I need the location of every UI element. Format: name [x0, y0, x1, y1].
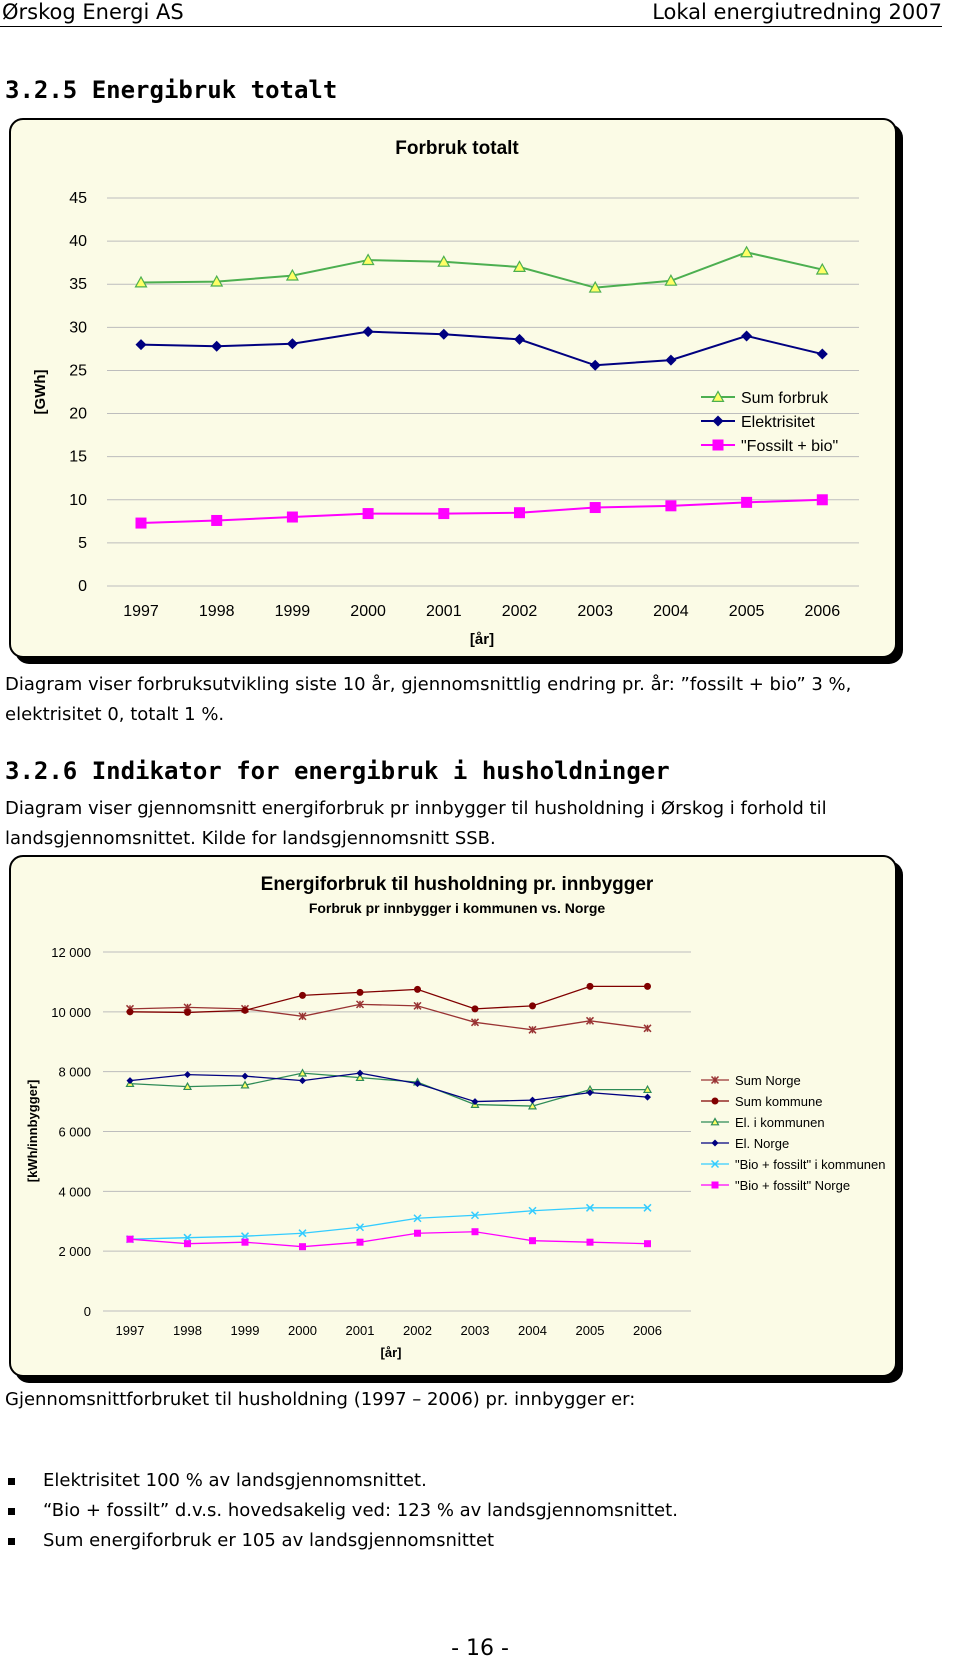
data-point	[741, 247, 752, 257]
data-point	[287, 338, 298, 349]
chart-energiforbruk-husholdning	[11, 857, 895, 1375]
data-point	[529, 1097, 536, 1104]
y-tick-label: 20	[69, 405, 87, 423]
y-tick-label: 0	[83, 1304, 91, 1319]
data-point	[438, 508, 449, 519]
y-tick-label: 15	[69, 448, 87, 466]
data-point	[357, 1239, 364, 1246]
legend-label: El. i kommunen	[735, 1115, 825, 1130]
series-line	[130, 986, 648, 1012]
x-tick-label: 2001	[345, 1323, 375, 1338]
x-axis-label: [år]	[380, 1345, 402, 1360]
bullet-item: Elektrisitet 100 % av landsgjennomsnittet.	[5, 1466, 678, 1496]
x-tick-label: 2004	[653, 603, 689, 620]
x-tick-label: 2006	[804, 603, 841, 620]
y-tick-label: 2 000	[58, 1244, 91, 1260]
series-line	[130, 1004, 648, 1029]
data-point	[136, 518, 147, 529]
legend-marker	[713, 440, 724, 451]
series-line	[141, 252, 822, 287]
data-point	[514, 334, 525, 345]
page-number: - 16 -	[451, 1636, 509, 1661]
data-point	[587, 983, 594, 990]
series-line	[130, 1232, 648, 1247]
y-axis-label: [kWh/innbygger]	[25, 1079, 40, 1183]
chart1-frame	[9, 118, 897, 658]
data-point	[665, 355, 676, 366]
data-point	[644, 983, 651, 990]
data-point	[414, 1080, 421, 1087]
y-tick-label: 45	[69, 190, 87, 207]
legend-marker	[712, 1140, 719, 1147]
y-tick-label: 8 000	[58, 1064, 91, 1080]
chart-title: Forbruk totalt	[395, 138, 519, 159]
x-tick-label: 1999	[274, 603, 311, 620]
legend-label: "Fossilt + bio"	[741, 438, 839, 455]
data-point	[472, 1005, 479, 1012]
data-point	[741, 330, 752, 341]
data-point	[299, 1077, 306, 1084]
summary-bullet-list	[5, 1466, 678, 1556]
data-point	[414, 986, 421, 993]
data-point	[127, 1008, 134, 1015]
legend-label: Sum Norge	[735, 1073, 801, 1088]
section2-intro-line1: Diagram viser gjennomsnitt energiforbruk pr innbygger til husholdning i Ørskog i forhold til	[5, 798, 827, 819]
page-header	[0, 0, 942, 27]
data-point	[438, 329, 449, 340]
data-point	[136, 339, 147, 350]
x-tick-label: 2006	[633, 1323, 662, 1338]
y-tick-label: 10	[69, 491, 87, 509]
x-tick-label: 2002	[403, 1323, 432, 1338]
summary-text: Gjennomsnittforbruket til husholdning (1997 – 2006) pr. innbygger er:	[5, 1389, 636, 1410]
chart2-frame	[9, 855, 897, 1377]
legend-marker	[712, 1098, 719, 1105]
legend-marker	[712, 1182, 719, 1189]
legend-label: Elektrisitet	[741, 414, 815, 431]
x-axis-label: [år]	[469, 631, 495, 648]
data-point	[529, 1237, 536, 1244]
x-tick-label: 1999	[230, 1323, 260, 1338]
x-tick-label: 2000	[350, 603, 386, 620]
header-document-title: Lokal energiutredning 2007	[652, 0, 942, 24]
legend-label: "Bio + fossilt" i kommunen	[735, 1157, 886, 1172]
data-point	[363, 508, 374, 519]
x-tick-label: 2002	[501, 603, 538, 620]
series-line	[141, 500, 822, 523]
y-tick-label: 40	[69, 233, 87, 251]
x-tick-label: 2003	[460, 1323, 490, 1338]
bullet-item: “Bio + fossilt” d.v.s. hovedsakelig ved: 123 % av landsgjennomsnittet.	[5, 1496, 678, 1526]
x-tick-label: 1998	[198, 603, 235, 620]
series-line	[130, 1073, 648, 1101]
data-point	[242, 1007, 249, 1014]
series-4	[127, 1157, 886, 1243]
data-point	[299, 992, 306, 999]
data-point	[287, 512, 298, 523]
data-point	[184, 1240, 191, 1247]
data-point	[514, 507, 525, 518]
data-point	[127, 1077, 134, 1084]
data-point	[817, 494, 828, 505]
y-tick-label: 35	[69, 276, 87, 294]
chart-forbruk-totalt	[11, 120, 895, 656]
data-point	[184, 1071, 191, 1078]
data-point	[817, 349, 828, 360]
y-tick-label: 25	[69, 362, 87, 380]
data-point	[590, 502, 601, 513]
y-tick-label: 30	[69, 319, 87, 337]
series-1	[127, 983, 823, 1109]
series-0	[127, 1001, 801, 1088]
x-tick-label: 1997	[123, 603, 159, 620]
y-tick-label: 12 000	[51, 945, 91, 960]
data-point	[357, 1070, 364, 1077]
data-point	[211, 341, 222, 352]
x-tick-label: 2005	[728, 603, 765, 620]
data-point	[644, 1094, 651, 1101]
x-tick-label: 2004	[518, 1323, 547, 1338]
y-tick-label: 4 000	[58, 1184, 91, 1200]
y-tick-label: 6 000	[58, 1124, 91, 1140]
series-line	[141, 332, 822, 366]
section2-intro-line2: landsgjennomsnittet. Kilde for landsgjennomsnitt SSB.	[5, 828, 496, 849]
x-tick-label: 2005	[575, 1323, 605, 1338]
data-point	[127, 1236, 134, 1243]
data-point	[414, 1230, 421, 1237]
data-point	[529, 1002, 536, 1009]
legend-label: El. Norge	[735, 1136, 790, 1151]
y-tick-label: 10 000	[51, 1004, 91, 1020]
series-3	[127, 1070, 790, 1151]
y-tick-label: 5	[78, 534, 87, 552]
series-1	[136, 326, 828, 431]
data-point	[242, 1073, 249, 1080]
y-tick-label: 0	[78, 578, 87, 595]
series-2	[136, 438, 839, 529]
data-point	[590, 360, 601, 371]
data-point	[587, 1239, 594, 1246]
section-heading-energibruk-totalt: 3.2.5 Energibruk totalt	[5, 76, 338, 104]
header-company: Ørskog Energi AS	[2, 0, 184, 24]
bullet-item: Sum energiforbruk er 105 av landsgjennomsnittet	[5, 1526, 678, 1556]
x-tick-label: 1997	[115, 1323, 145, 1338]
series-line	[130, 1208, 648, 1239]
data-point	[211, 515, 222, 526]
legend-label: "Bio + fossilt" Norge	[735, 1178, 851, 1193]
chart-title: Energiforbruk til husholdning pr. innbygger	[260, 874, 654, 895]
data-point	[644, 1240, 651, 1247]
data-point	[357, 989, 364, 996]
data-point	[472, 1228, 479, 1235]
x-tick-label: 2001	[426, 603, 462, 620]
x-tick-label: 1998	[173, 1323, 202, 1338]
legend-marker	[713, 416, 724, 427]
data-point	[299, 1243, 306, 1250]
legend-label: Sum forbruk	[741, 390, 829, 407]
data-point	[184, 1009, 191, 1016]
data-point	[242, 1239, 249, 1246]
x-tick-label: 2003	[577, 603, 613, 620]
chart-subtitle: Forbruk pr innbygger i kommunen vs. Norge	[308, 900, 606, 916]
chart1-caption-line2: elektrisitet 0, totalt 1 %.	[5, 704, 225, 725]
x-tick-label: 2000	[288, 1323, 317, 1338]
y-axis-label: [GWh]	[32, 369, 49, 415]
data-point	[741, 497, 752, 508]
legend-label: Sum kommune	[735, 1094, 823, 1109]
section-heading-indikator: 3.2.6 Indikator for energibruk i husholdninger	[5, 757, 670, 785]
chart1-caption-line1: Diagram viser forbruksutvikling siste 10 år, gjennomsnittlig endring pr. år: ”fossilt + bio” 3 %,	[5, 674, 852, 695]
data-point	[665, 500, 676, 511]
